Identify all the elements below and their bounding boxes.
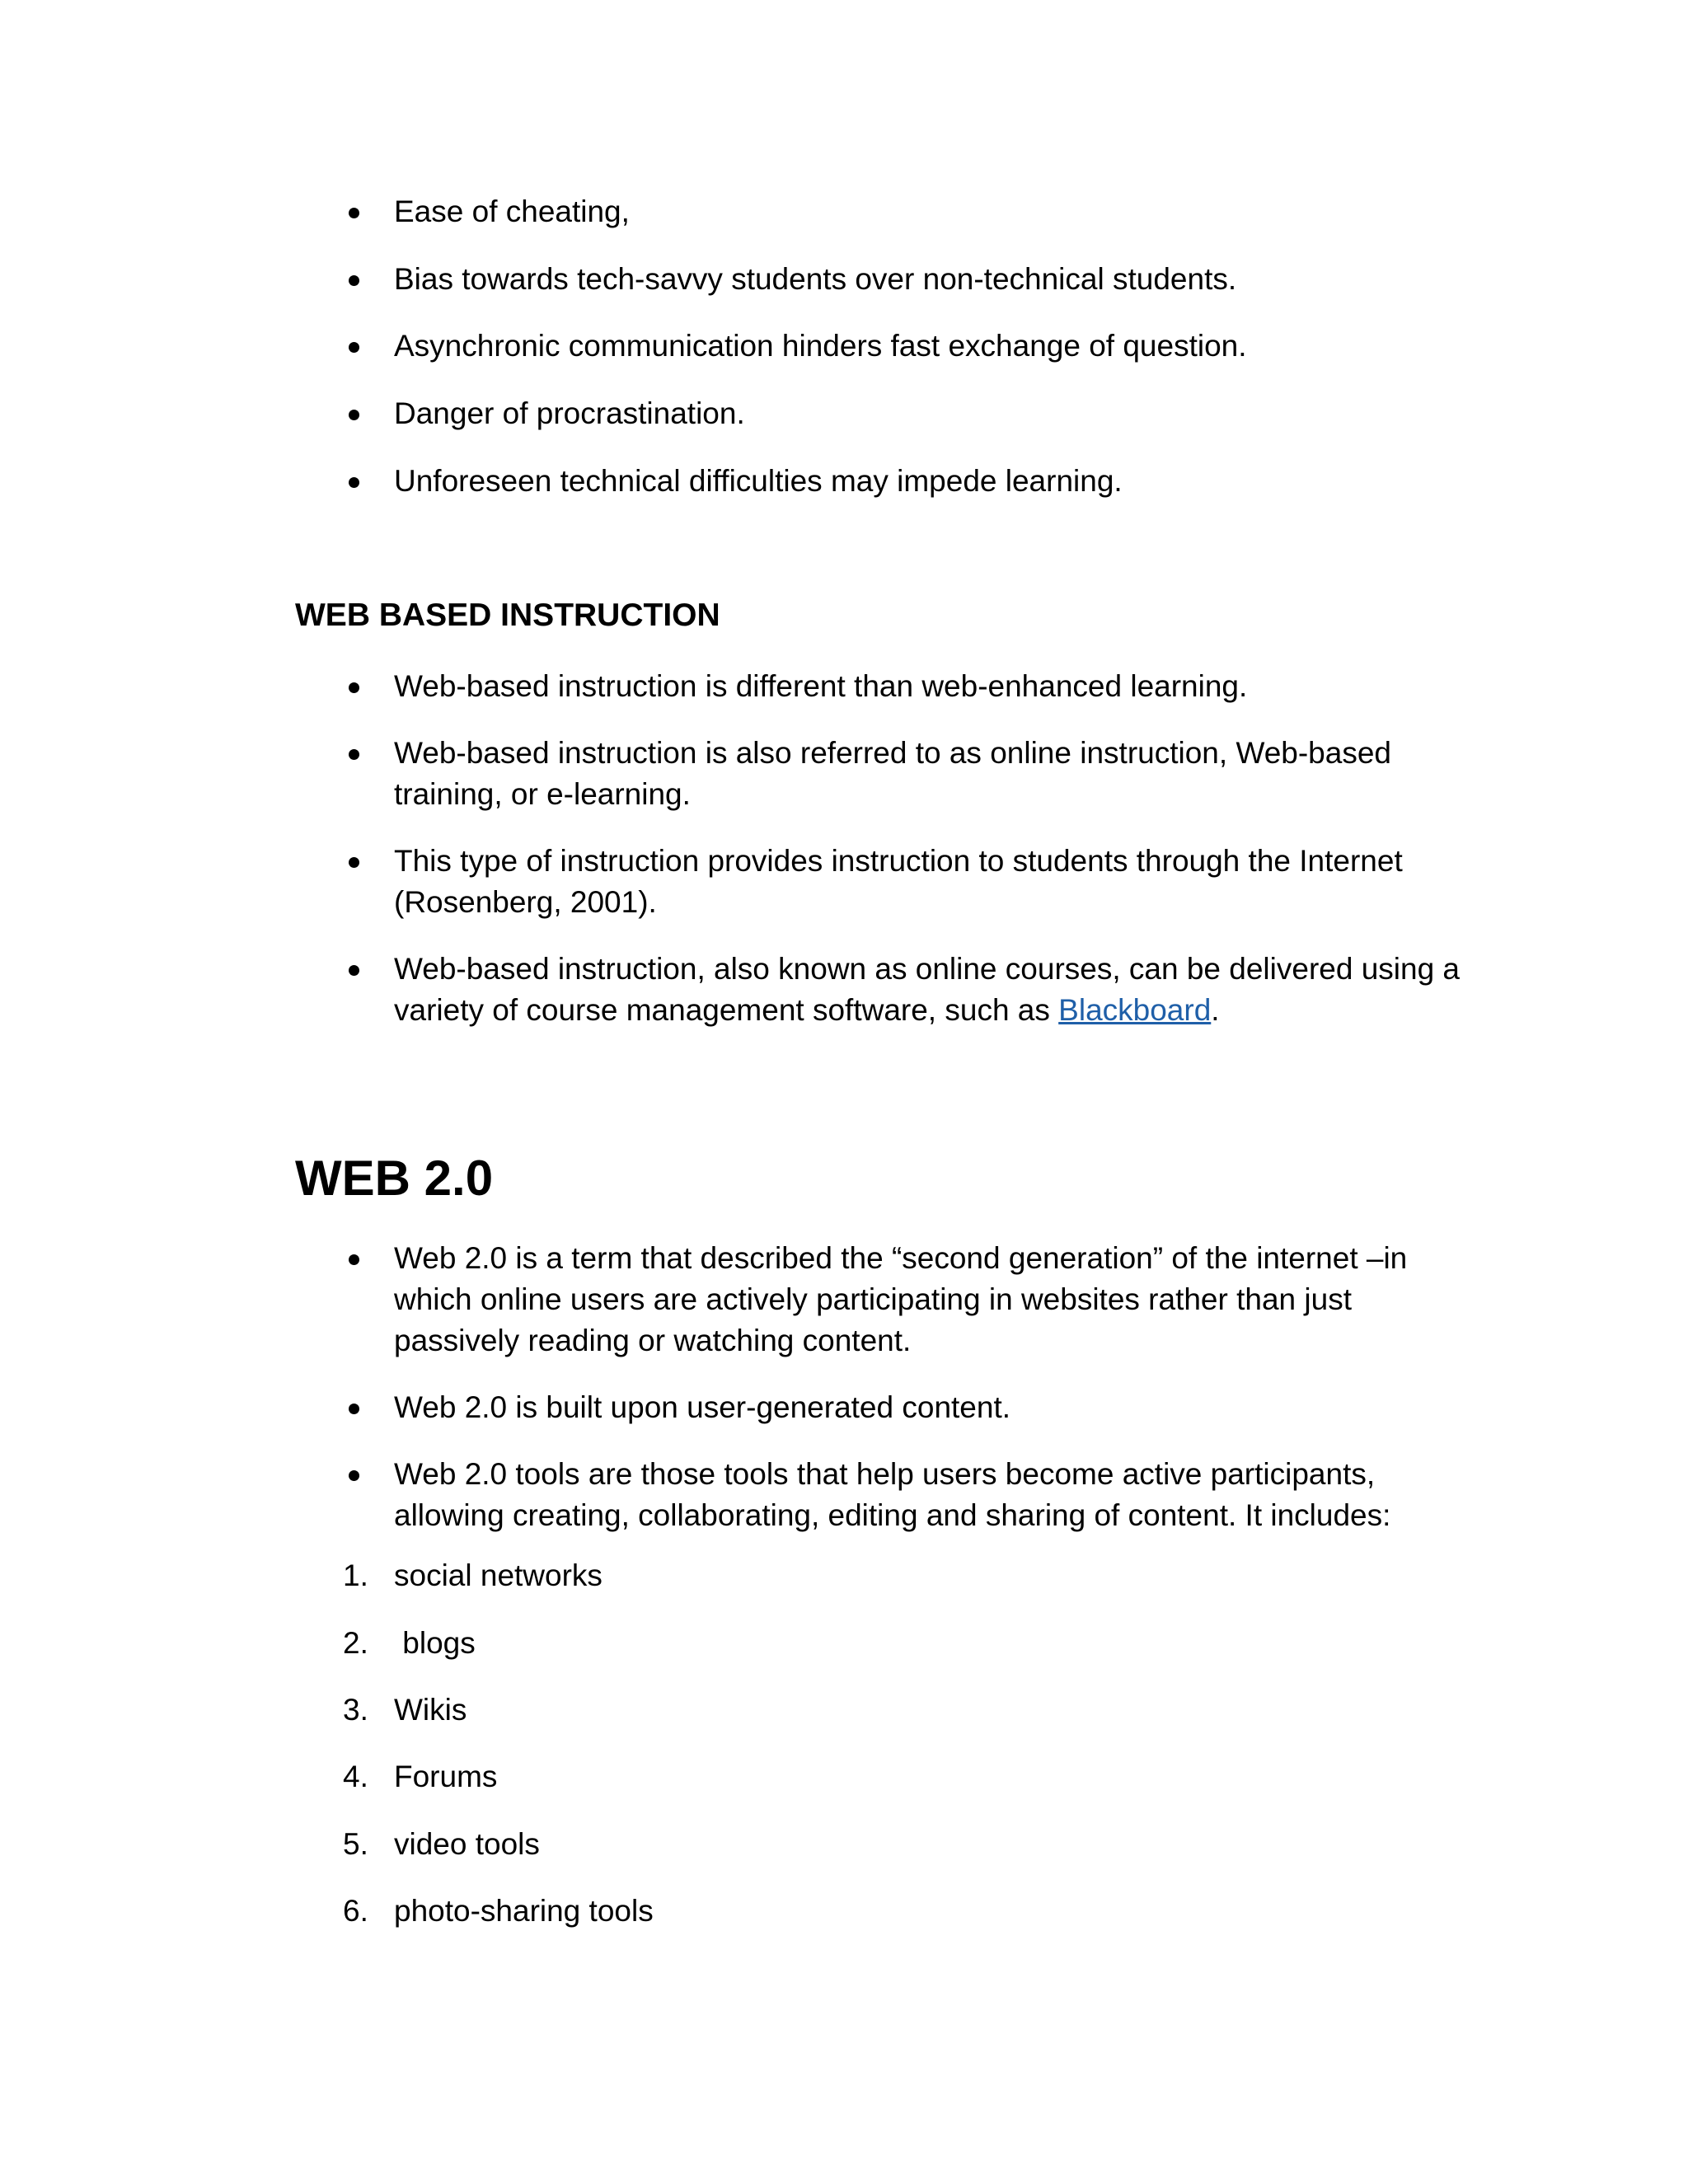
bullet-icon	[349, 749, 359, 760]
list-item-text: Web-based instruction, also known as online courses, can be delivered using a variety of course management software, such as	[394, 952, 1461, 1027]
numbered-item-text: social networks	[394, 1558, 603, 1592]
bullet-icon	[349, 857, 359, 868]
item-number: 1.	[343, 1558, 368, 1592]
bullet-icon	[349, 275, 359, 286]
list-item-text: Danger of procrastination.	[394, 396, 745, 430]
list-item	[0, 461, 1688, 502]
bullet-icon	[349, 965, 359, 976]
list-item-text: Web 2.0 is a term that described the “second generation” of the internet –in which online users are actively participating in websites rather than just passively reading or watching content.	[394, 1241, 1408, 1357]
list-item	[0, 1238, 1688, 1361]
numbered-item-text: blogs	[394, 1626, 476, 1660]
list-item	[0, 1454, 1688, 1536]
list-item	[0, 191, 1688, 232]
item-number: 6.	[343, 1894, 368, 1928]
list-item-text: Asynchronic communication hinders fast exchange of question.	[394, 329, 1247, 363]
bullet-icon	[349, 1404, 359, 1414]
list-item-text: This type of instruction provides instruction to students through the Internet (Rosenberg, 2001).	[394, 844, 1403, 919]
bullet-icon	[349, 1254, 359, 1265]
list-item	[0, 1387, 1688, 1428]
web-2-tools-list	[0, 1555, 1688, 1932]
drawbacks-list	[0, 191, 1688, 502]
numbered-item-text: video tools	[394, 1827, 540, 1861]
list-item	[0, 841, 1688, 923]
numbered-item-text: Wikis	[394, 1693, 467, 1727]
item-number: 2.	[343, 1626, 368, 1660]
numbered-item	[0, 1690, 1688, 1731]
item-number: 4.	[343, 1760, 368, 1793]
section-heading-web-2: WEB 2.0	[295, 1151, 494, 1206]
numbered-item-text: Forums	[394, 1760, 498, 1793]
bullet-icon	[349, 477, 359, 488]
list-item	[0, 326, 1688, 367]
list-item	[0, 949, 1688, 1031]
section-heading-web-based-instruction: WEB BASED INSTRUCTION	[295, 598, 720, 633]
list-item-text: Web 2.0 tools are those tools that help users become active participants, allowing creating, collaborating, editing and sharing of content. It includes:	[394, 1457, 1391, 1532]
numbered-item	[0, 1555, 1688, 1596]
item-number: 3.	[343, 1693, 368, 1727]
blackboard-link[interactable]: Blackboard	[1058, 993, 1212, 1027]
web-based-instruction-list	[0, 666, 1688, 1031]
web-2-list	[0, 1238, 1688, 1536]
list-item	[0, 259, 1688, 300]
list-item-text: Web-based instruction is different than web-enhanced learning.	[394, 669, 1248, 703]
list-item-text: Web-based instruction is also referred to as online instruction, Web-based training, or e-learning.	[394, 736, 1391, 811]
bullet-icon	[349, 410, 359, 420]
list-item-text: Web 2.0 is built upon user-generated content.	[394, 1390, 1011, 1424]
list-item	[0, 733, 1688, 815]
numbered-item	[0, 1623, 1688, 1664]
bullet-icon	[349, 342, 359, 353]
list-item	[0, 666, 1688, 707]
numbered-item	[0, 1756, 1688, 1797]
bullet-icon	[349, 208, 359, 218]
numbered-item	[0, 1891, 1688, 1932]
bullet-icon	[349, 1470, 359, 1481]
list-item	[0, 393, 1688, 434]
numbered-item	[0, 1824, 1688, 1865]
list-item-text: Unforeseen technical difficulties may impede learning.	[394, 464, 1123, 498]
list-item-text: Bias towards tech-savvy students over non-technical students.	[394, 262, 1237, 296]
list-item-text-end: .	[1211, 993, 1220, 1027]
list-item-text: Ease of cheating,	[394, 194, 630, 228]
bullet-icon	[349, 682, 359, 693]
item-number: 5.	[343, 1827, 368, 1861]
numbered-item-text: photo-sharing tools	[394, 1894, 654, 1928]
